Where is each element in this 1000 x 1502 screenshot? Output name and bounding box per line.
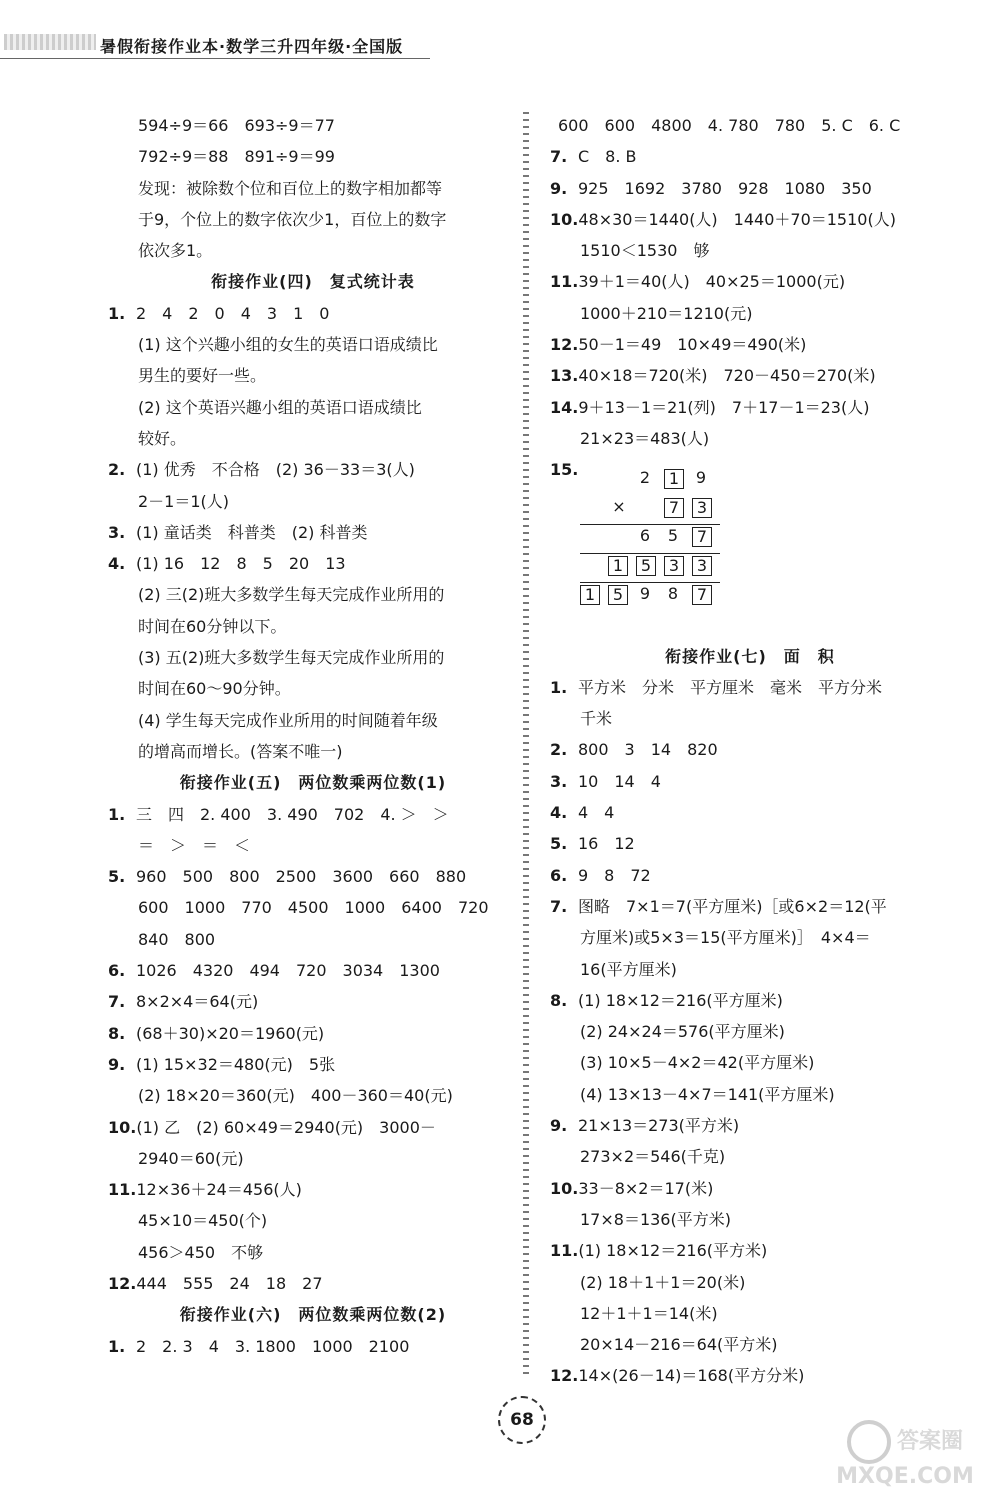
item-text: 1026 4320 494 720 3034 1300 [136,961,440,981]
answer-line: 840 800 [138,929,216,949]
answer-line: (2) 这个英语兴趣小组的英语口语成绩比 [138,397,422,417]
answer-item [550,828,950,859]
item-number: 4. [550,803,568,823]
answer-item [550,141,950,172]
right-column-top [550,110,950,486]
item-text: 图略 7×1＝7(平方厘米)［或6×2＝12(平 [578,896,887,916]
item-number: 6. [550,865,568,885]
answer-line: (2) 三(2)班大多数学生每天完成作业所用的 [138,585,445,605]
answer-item [108,861,518,892]
item-text: 8×2×4＝64(元) [136,992,259,1012]
answer-line: 1000＋210＝1210(元) [580,303,753,323]
item-text: 9＋13－1＝21(列) 7＋17－1＝23(人) [578,397,870,417]
item-number: 14. [550,397,579,417]
answer-line: 时间在60分钟以下。 [138,616,287,636]
item-text: 48×30＝1440(人) 1440＋70＝1510(人) [578,209,896,229]
item-number: 12. [108,1273,137,1293]
item-text: C 8. B [578,147,637,167]
item-text: (1) 童话类 科普类 (2) 科普类 [136,522,368,542]
item-number: 6. [108,961,126,981]
answer-line: 273×2＝546(千克) [580,1147,726,1167]
answer-item [550,360,950,391]
calc-digit: 6 [639,526,651,545]
answer-item [550,204,950,235]
answer-item [108,1268,518,1299]
section-heading: 衔接作业(五) 两位数乘两位数(1) [179,773,447,793]
book-title: 暑假衔接作业本·数学三升四年级·全国版 [100,37,404,56]
answer-item [550,860,950,891]
filled-digit-box: 7 [692,585,712,605]
item-text: (1) 18×12＝216(平方米) [578,1241,768,1261]
answer-line: 12＋1＋1＝14(米) [580,1303,718,1323]
item-number: 7. [108,992,126,1012]
answer-line: 16(平方厘米) [580,959,677,979]
answer-line: (4) 13×13－4×7＝141(平方厘米) [580,1084,835,1104]
watermark-line2: MXQE.COM [836,1464,974,1489]
answer-item [550,672,950,703]
item-text: 960 500 800 2500 3600 660 880 [136,867,467,887]
item-number: 5. [550,834,568,854]
filled-digit-box: 3 [692,498,712,518]
answer-line: 男生的要好一些。 [138,366,267,386]
item-text: 12×36＋24＝456(人) [136,1180,302,1200]
filled-digit-box: 3 [692,556,712,576]
right-column [550,110,950,1392]
filled-digit-box: 1 [608,556,628,576]
filled-digit-box: 5 [608,585,628,605]
item-text: 2 2. 3 4 3. 1800 1000 2100 [136,1336,410,1356]
item-number: 15. [550,460,579,480]
item-text: 16 12 [578,834,635,854]
answer-item [108,1049,518,1080]
item-number: 2. [550,740,568,760]
item-text: (1) 18×12＝216(平方厘米) [578,990,783,1010]
answer-item [108,1331,518,1362]
section-heading: 衔接作业(六) 两位数乘两位数(2) [179,1305,447,1325]
calc-digit: 9 [639,584,651,603]
section-heading: 衔接作业(四) 复式统计表 [211,272,415,292]
filled-digit-box: 7 [692,527,712,547]
item-text: 444 555 24 18 27 [136,1273,323,1293]
answer-line: (1) 这个兴趣小组的女生的英语口语成绩比 [138,335,438,355]
item-number: 11. [108,1180,137,1200]
calc-digit: 5 [667,526,679,545]
watermark [820,1420,990,1495]
answer-item [108,548,518,579]
answer-line: 千米 [580,709,613,729]
item-number: 12. [550,335,579,355]
right-column-bottom [550,641,950,1392]
item-text: 39＋1＝40(人) 40×25＝1000(元) [578,272,846,292]
item-number: 1. [108,1336,126,1356]
item-number: 10. [108,1117,137,1137]
answer-item [108,454,518,485]
item-number: 7. [550,896,568,916]
filled-digit-box: 3 [664,556,684,576]
answer-line: 较好。 [138,428,187,448]
answer-line: (2) 18×20＝360(元) 400－360＝40(元) [138,1086,453,1106]
item-number: 11. [550,1241,579,1261]
item-number: 1. [108,804,126,824]
answer-item [550,1110,950,1141]
item-number: 3. [550,771,568,791]
calc-rule [580,582,720,583]
answer-item [550,1235,950,1266]
filled-digit-box: 1 [664,469,684,489]
answer-item [550,985,950,1016]
item-text: 三 四 2. 400 3. 490 702 4. ＞ ＞ [136,804,449,824]
filled-digit-box: 5 [636,556,656,576]
item-number: 2. [108,460,126,480]
page-header [0,28,1000,60]
vertical-multiplication [580,465,720,610]
item-text: (1) 15×32＝480(元) 5张 [136,1054,336,1074]
item-number: 8. [550,990,568,1010]
item-number: 8. [108,1023,126,1043]
item-number: 5. [108,867,126,887]
left-column [108,110,518,1362]
answer-item [550,766,950,797]
column-divider [523,112,529,1374]
answer-item [108,1018,518,1049]
item-number: 10. [550,209,579,229]
filled-digit-box: 1 [580,585,600,605]
answer-line: (3) 10×5－4×2＝42(平方厘米) [580,1053,815,1073]
item-number: 10. [550,1178,579,1198]
item-number: 9. [550,1116,568,1136]
answer-line: (2) 18＋1＋1＝20(米) [580,1272,746,1292]
answer-line: 依次多1。 [138,241,213,261]
answer-line: 时间在60～90分钟。 [138,679,291,699]
answer-item [550,329,950,360]
answer-line: 20×14－216＝64(平方米) [580,1335,778,1355]
item-text: 4 4 [578,803,615,823]
item-number: 3. [108,522,126,542]
item-text: 10 14 4 [578,771,661,791]
answer-line: 17×8＝136(平方米) [580,1209,731,1229]
answer-item [108,799,518,830]
answer-item [550,1360,950,1391]
answer-line: 600 1000 770 4500 1000 6400 720 [138,898,489,918]
answer-item [550,173,950,204]
item-number: 1. [108,303,126,323]
item-text: 925 1692 3780 928 1080 350 [578,178,872,198]
item-text: (68＋30)×20＝1960(元) [136,1023,325,1043]
item-text: 2 4 2 0 4 3 1 0 [136,303,330,323]
watermark-badge-icon [847,1420,891,1464]
item-number: 7. [550,147,568,167]
answer-line: (4) 学生每天完成作业所用的时间随着年级 [138,710,438,730]
answer-item [108,1174,518,1205]
section-heading: 衔接作业(七) 面 积 [665,646,835,666]
calc-digit: 9 [695,468,707,487]
answer-line: 21×23＝483(人) [580,428,710,448]
item-number: 12. [550,1366,579,1386]
answer-line: ＝ ＞ ＝ ＜ [138,835,251,855]
item-text: 800 3 14 820 [578,740,718,760]
page-number: 68 [498,1396,546,1444]
answer-line: 2－1＝1(人) [138,491,230,511]
answer-line: 594÷9＝66 693÷9＝77 [138,116,335,135]
item-number: 1. [550,677,568,697]
calc-digit: × [612,497,626,516]
item-text: 14×(26－14)＝168(平方分米) [578,1366,805,1386]
answer-line: 600 600 4800 4. 780 780 5. C 6. C [558,116,901,135]
answer-line: 456＞450 不够 [138,1242,264,1262]
answer-line: (2) 24×24＝576(平方厘米) [580,1022,785,1042]
item-text: (1) 乙 (2) 60×49＝2940(元) 3000－ [136,1117,436,1137]
item-number: 13. [550,366,579,386]
answer-line: 45×10＝450(个) [138,1211,268,1231]
item-text: 平方米 分米 平方厘米 毫米 平方分米 [578,677,883,697]
answer-line: 的增高而增长。(答案不唯一) [138,741,343,761]
item-text: 9 8 72 [578,865,651,885]
publisher-logo [4,34,96,50]
item-text: (1) 优秀 不合格 (2) 36－33＝3(人) [136,460,415,480]
answer-item [108,517,518,548]
item-number: 9. [108,1054,126,1074]
answer-item [108,986,518,1017]
answer-item [550,392,950,423]
answer-line: (3) 五(2)班大多数学生每天完成作业所用的 [138,648,445,668]
answer-item [550,734,950,765]
answer-item [550,891,950,922]
answer-item [108,298,518,329]
answer-item [550,266,950,297]
answer-line: 2940＝60(元) [138,1148,244,1168]
answer-line: 于9，个位上的数字依次少1，百位上的数字 [138,209,447,229]
answer-line: 792÷9＝88 891÷9＝99 [138,147,335,167]
item-text: (1) 16 12 8 5 20 13 [136,554,346,574]
item-text: 21×13＝273(平方米) [578,1116,740,1136]
calc-digit: 8 [667,584,679,603]
answer-line: 发现：被除数个位和百位上的数字相加都等 [138,178,443,198]
answer-item [550,797,950,828]
answer-item [108,955,518,986]
item-text: 50－1＝49 10×49＝490(米) [578,335,807,355]
item-number: 9. [550,178,568,198]
filled-digit-box: 7 [664,498,684,518]
header-rule [0,58,430,59]
calc-digit: 2 [639,468,651,487]
item-number: 11. [550,272,579,292]
answer-line: 1510＜1530 够 [580,241,710,261]
answer-line: 方厘米)或5×3＝15(平方厘米)］ 4×4＝ [580,928,871,948]
item-number: 4. [108,554,126,574]
calc-rule [580,553,720,554]
watermark-line1: 答案圈 [896,1429,963,1454]
calc-rule [580,524,720,525]
answer-item [550,1173,950,1204]
item-text: 33－8×2＝17(米) [578,1178,714,1198]
answer-item [108,1112,518,1143]
item-text: 40×18＝720(米) 720－450＝270(米) [578,366,876,386]
